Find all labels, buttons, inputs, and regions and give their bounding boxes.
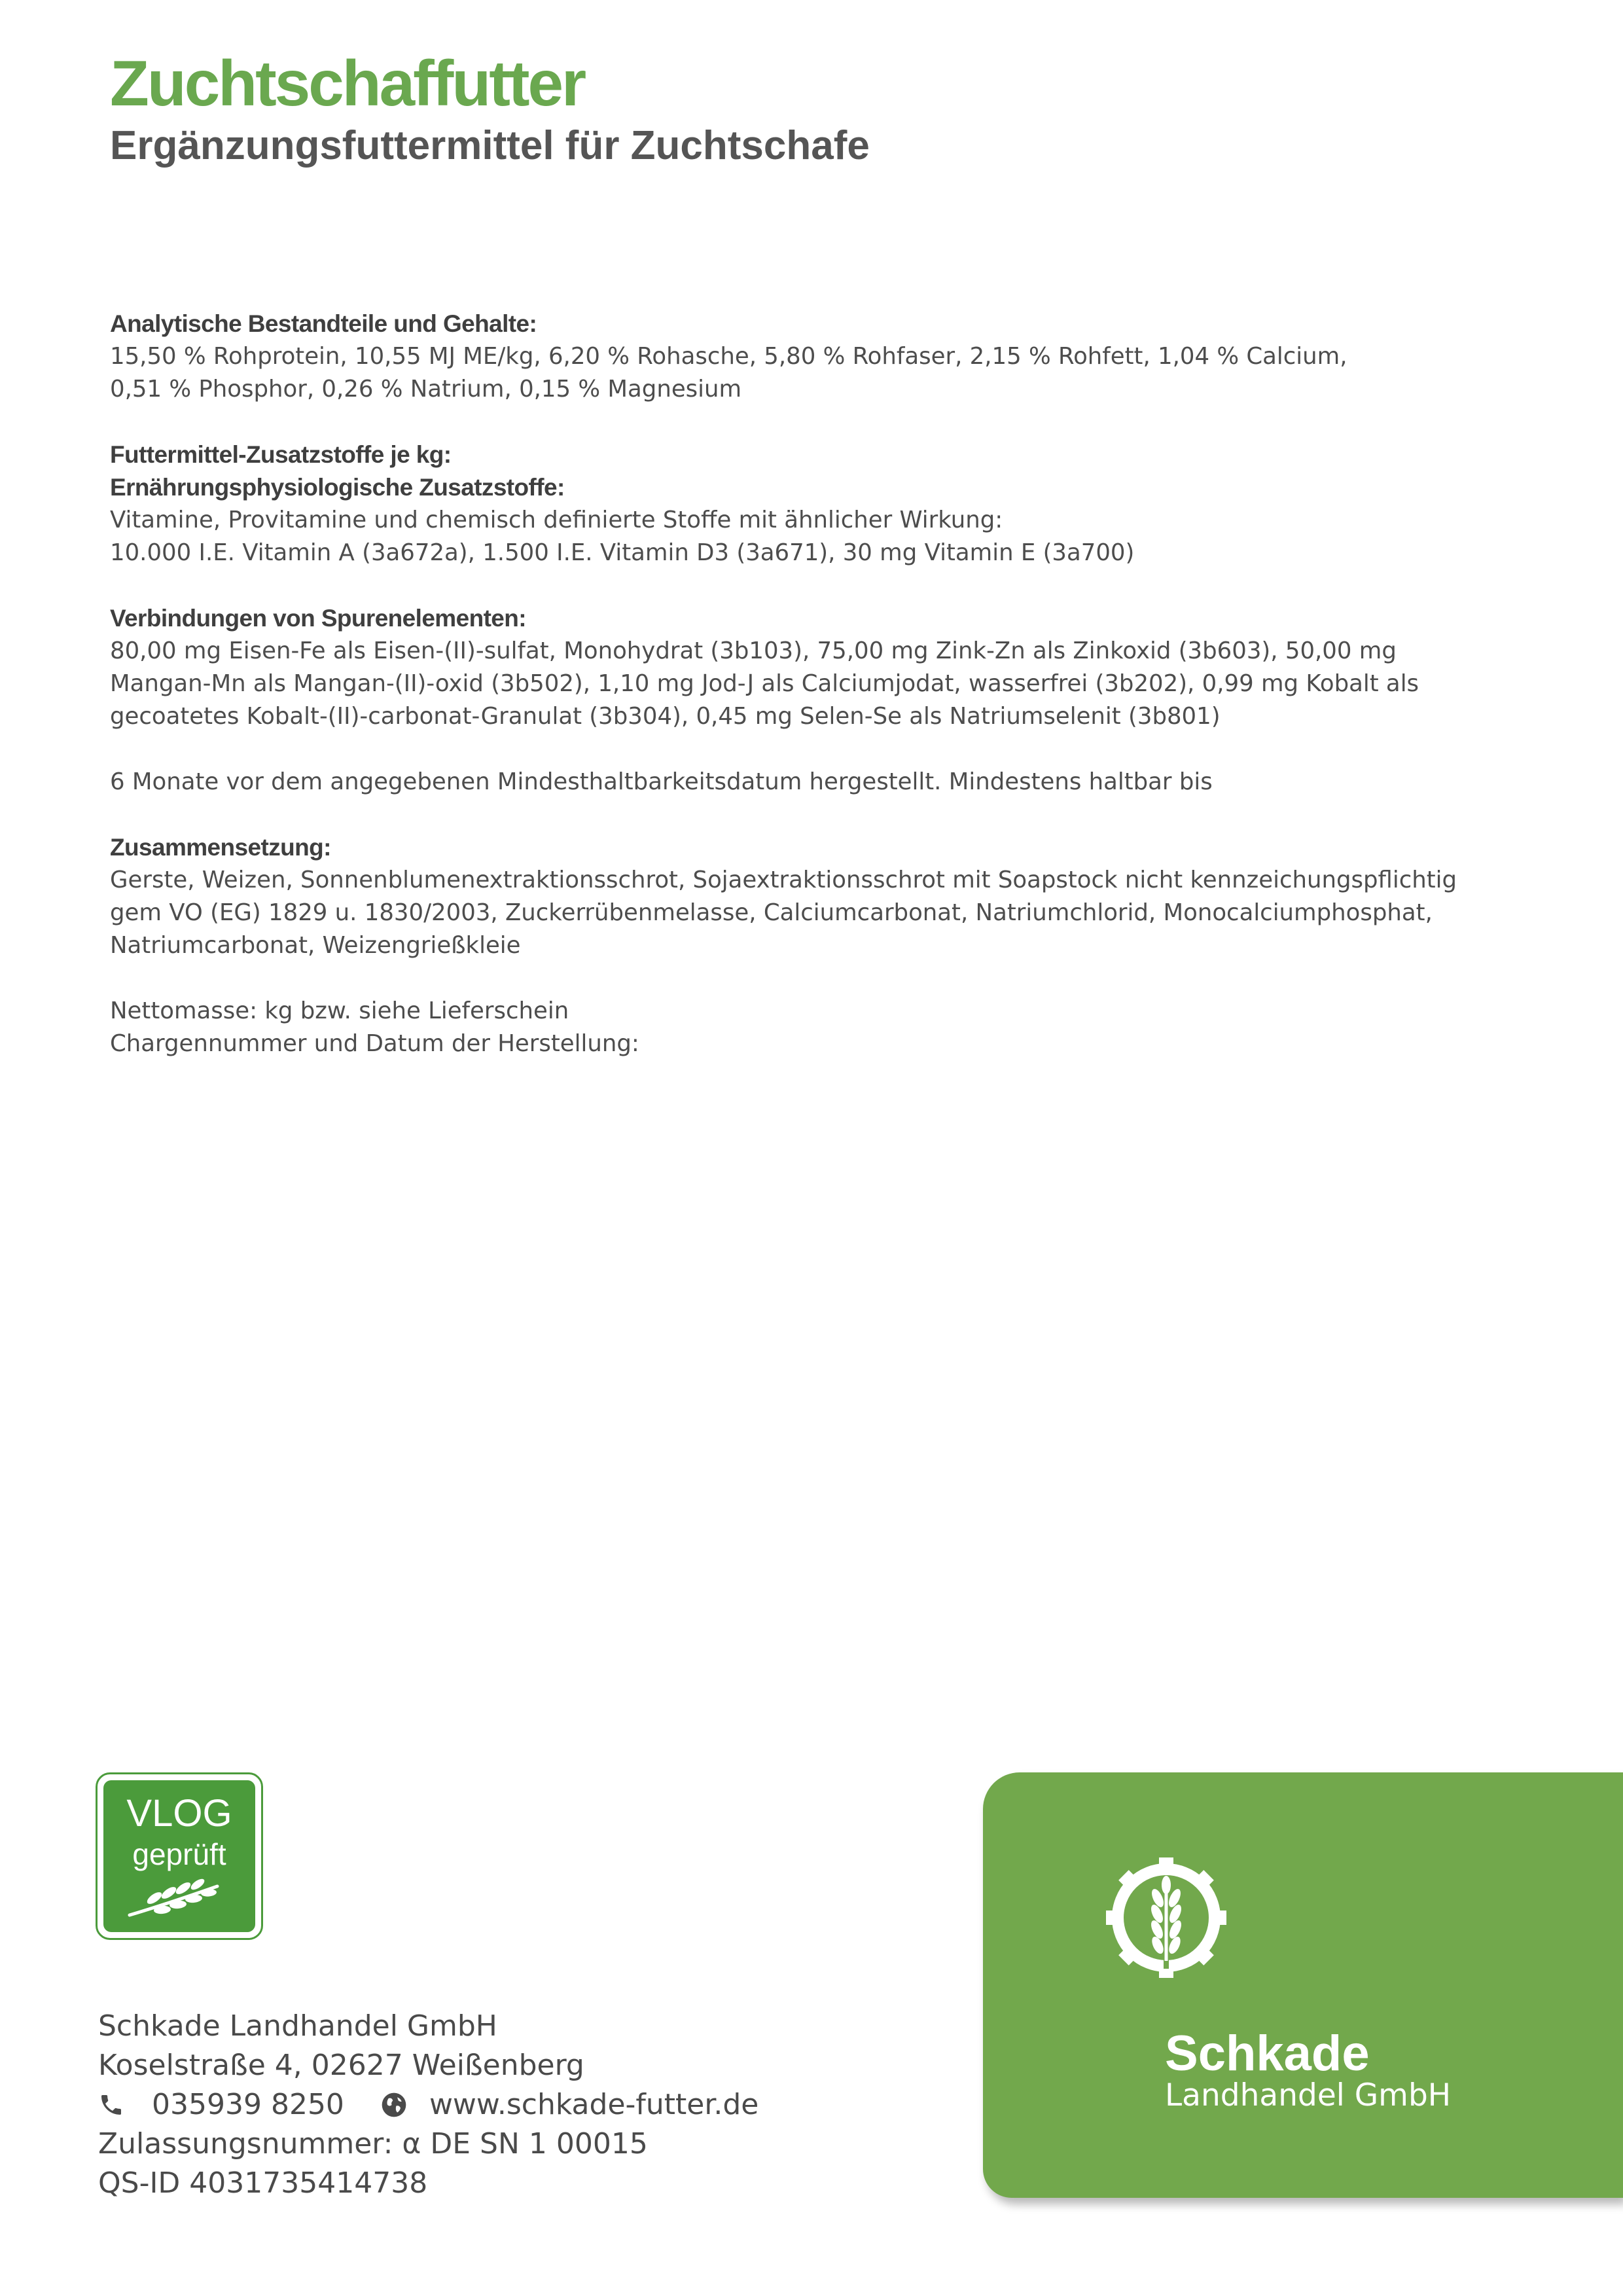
contact-row (98, 2085, 758, 2125)
shelf-life-text: 6 Monate vor dem angegebenen Mindesthaltbarkeitsdatum hergestellt. Mindestens haltbar bis (110, 768, 1213, 795)
company-contact (98, 2007, 758, 2203)
gear-wheat-logo (1101, 1846, 1232, 1983)
phone-icon (98, 2092, 124, 2118)
composition-section (110, 831, 1484, 962)
batch-number: Chargennummer und Datum der Herstellung: (110, 1030, 639, 1057)
vlog-badge-inner (103, 1780, 255, 1932)
net-section (110, 995, 1484, 1060)
phone-number[interactable]: 035939 8250 (152, 2088, 344, 2121)
brand-name: Schkade (1165, 2026, 1370, 2081)
composition-heading: Zusammensetzung: (110, 834, 331, 861)
globe-icon (381, 2092, 407, 2118)
additives-line: 10.000 I.E. Vitamin A (3a672a), 1.500 I.E. Vitamin D3 (3a671), 30 mg Vitamin E (3a700) (110, 539, 1135, 566)
trace-elements-line: Mangan-Mn als Mangan-(II)-oxid (3b502), 1,10 mg Jod-J als Calciumjodat, wasserfrei (3b202), 0,99 mg Kobalt als (110, 670, 1419, 697)
composition-line: Gerste, Weizen, Sonnenblumenextraktionsschrot, Sojaextraktionsschrot mit Soapstock nicht kennzeichungspflichtig (110, 867, 1457, 893)
brand-subtitle: Landhandel GmbH (1165, 2077, 1452, 2113)
analytics-line: 15,50 % Rohprotein, 10,55 MJ ME/kg, 6,20 % Rohasche, 5,80 % Rohfaser, 2,15 % Rohfett, 1,04 % Calcium, (110, 343, 1347, 370)
label-content (110, 308, 1484, 1093)
approval-number: Zulassungsnummer: α DE SN 1 00015 (98, 2127, 648, 2161)
analytics-heading: Analytische Bestandteile und Gehalte: (110, 310, 537, 337)
product-title: Zuchtschaffutter (110, 47, 585, 119)
nutritional-additives-heading: Ernährungsphysiologische Zusatzstoffe: (110, 474, 565, 501)
analytics-line: 0,51 % Phosphor, 0,26 % Natrium, 0,15 % Magnesium (110, 376, 742, 403)
trace-elements-heading: Verbindungen von Spurenelementen: (110, 605, 527, 632)
qs-id: QS-ID 4031735414738 (98, 2166, 428, 2200)
company-address: Koselstraße 4, 02627 Weißenberg (98, 2049, 584, 2082)
brand-panel (983, 1772, 1623, 2198)
composition-line: gem VO (EG) 1829 u. 1830/2003, Zuckerrübenmelasse, Calciumcarbonat, Natriumchlorid, Monocalciumphosphat, (110, 899, 1433, 926)
shelf-life-section (110, 766, 1484, 798)
vlog-badge-subtitle: geprüft (132, 1837, 226, 1871)
trace-elements-line: gecoatetes Kobalt-(II)-carbonat-Granulat (3b304), 0,45 mg Selen-Se als Natriumselenit (3b801) (110, 703, 1221, 730)
vlog-badge (96, 1772, 263, 1940)
additives-section (110, 439, 1484, 569)
composition-line: Natriumcarbonat, Weizengrießkleie (110, 932, 521, 959)
net-mass: Nettomasse: kg bzw. siehe Lieferschein (110, 997, 569, 1024)
vlog-badge-title: VLOG (126, 1792, 232, 1835)
product-subtitle: Ergänzungsfuttermittel für Zuchtschafe (110, 123, 870, 168)
website-link[interactable]: www.schkade-futter.de (429, 2088, 759, 2121)
analytics-section (110, 308, 1484, 406)
company-name: Schkade Landhandel GmbH (98, 2009, 497, 2043)
additives-line: Vitamine, Provitamine und chemisch definierte Stoffe mit ähnlicher Wirkung: (110, 507, 1003, 533)
trace-elements-section (110, 602, 1484, 733)
wheat-icon (126, 1878, 224, 1919)
additives-heading: Futtermittel-Zusatzstoffe je kg: (110, 441, 452, 468)
trace-elements-line: 80,00 mg Eisen-Fe als Eisen-(II)-sulfat, Monohydrat (3b103), 75,00 mg Zink-Zn als Zinkoxid (3b603), 50,00 mg (110, 637, 1397, 664)
